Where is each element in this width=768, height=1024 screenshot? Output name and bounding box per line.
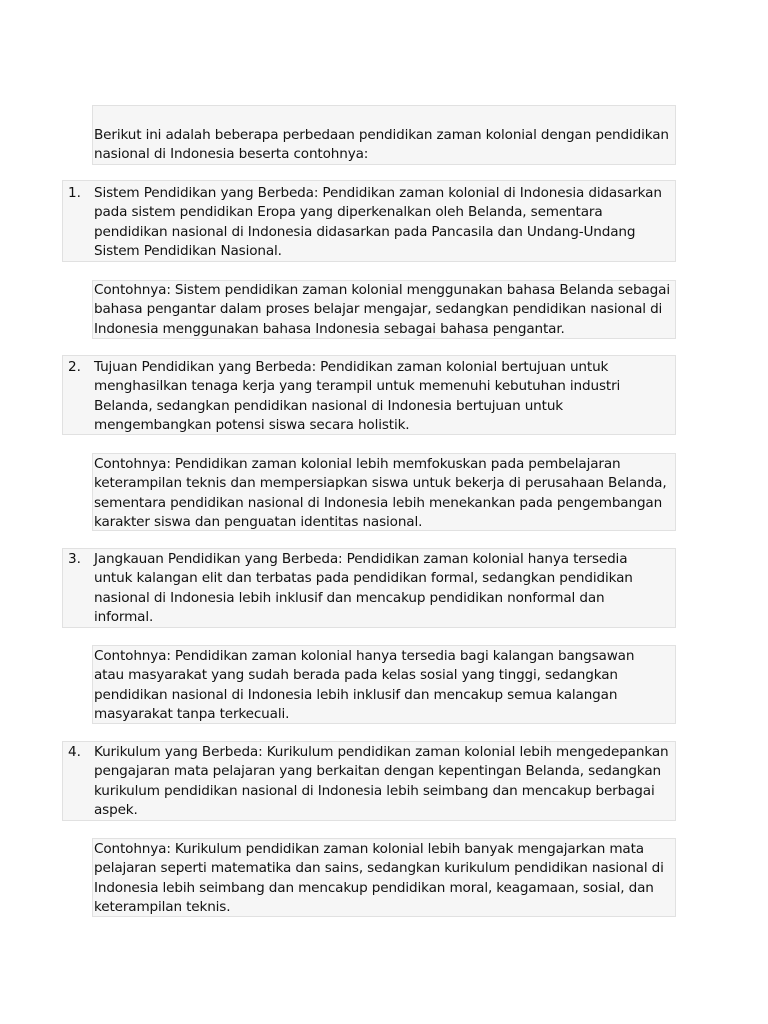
item-2-number: 2. — [68, 359, 81, 375]
item-1-point: Sistem Pendidikan yang Berbeda: Pendidikan zaman kolonial di Indonesia didasarkan pada sistem pendidikan Eropa yang diperkenalkan oleh Belanda, sementara pendidikan nasional di Indonesia didasarkan pada Pancasila dan Undang-Undang Sistem Pendidikan Nasional. — [94, 185, 662, 260]
item-4-number: 4. — [68, 744, 81, 760]
item-3-point: Jangkauan Pendidikan yang Berbeda: Pendidikan zaman kolonial hanya tersedia untuk kalangan elit dan terbatas pada pendidikan formal, sedangkan pendidikan nasional di Indonesia lebih inklusif dan mencakup pendidikan nonformal dan informal. — [94, 551, 633, 626]
item-1-example: Contohnya: Sistem pendidikan zaman kolonial menggunakan bahasa Belanda sebagai bahasa pengantar dalam proses belajar mengajar, sedangkan pendidikan nasional di Indonesia menggunakan bahasa Indonesia sebagai bahasa pengantar. — [94, 282, 670, 337]
item-2-example: Contohnya: Pendidikan zaman kolonial lebih memfokuskan pada pembelajaran keterampilan teknis dan mempersiapkan siswa untuk bekerja di perusahaan Belanda, sementara pendidikan nasional di Indonesia lebih menekankan pada pengembangan karakter siswa dan penguatan identitas nasional. — [94, 456, 667, 531]
item-2-point: Tujuan Pendidikan yang Berbeda: Pendidikan zaman kolonial bertujuan untuk menghasilkan tenaga kerja yang terampil untuk memenuhi kebutuhan industri Belanda, sedangkan pendidikan nasional di Indonesia bertujuan untuk mengembangkan potensi siswa secara holistik. — [94, 359, 621, 434]
item-4-example: Contohnya: Kurikulum pendidikan zaman kolonial lebih banyak mengajarkan mata pelajaran seperti matematika dan sains, sedangkan kurikulum pendidikan nasional di Indonesia lebih seimbang dan mencakup pendidikan moral, keagamaan, sosial, dan keterampilan teknis. — [94, 841, 664, 916]
item-3-example: Contohnya: Pendidikan zaman kolonial hanya tersedia bagi kalangan bangsawan atau masyarakat yang sudah berada pada kelas sosial yang tinggi, sedangkan pendidikan nasional di Indonesia lebih inklusif dan mencakup semua kalangan masyarakat tanpa terkecuali. — [94, 648, 635, 723]
item-3-number: 3. — [68, 551, 81, 567]
item-1-number: 1. — [68, 185, 81, 201]
item-4-point: Kurikulum yang Berbeda: Kurikulum pendidikan zaman kolonial lebih mengedepankan pengajaran mata pelajaran yang berkaitan dengan kepentingan Belanda, sedangkan kurikulum pendidikan nasional di Indonesia lebih seimbang dan mencakup berbagai aspek. — [94, 744, 669, 819]
intro-paragraph: Berikut ini adalah beberapa perbedaan pendidikan zaman kolonial dengan pendidikan nasional di Indonesia beserta contohnya: — [94, 127, 669, 163]
